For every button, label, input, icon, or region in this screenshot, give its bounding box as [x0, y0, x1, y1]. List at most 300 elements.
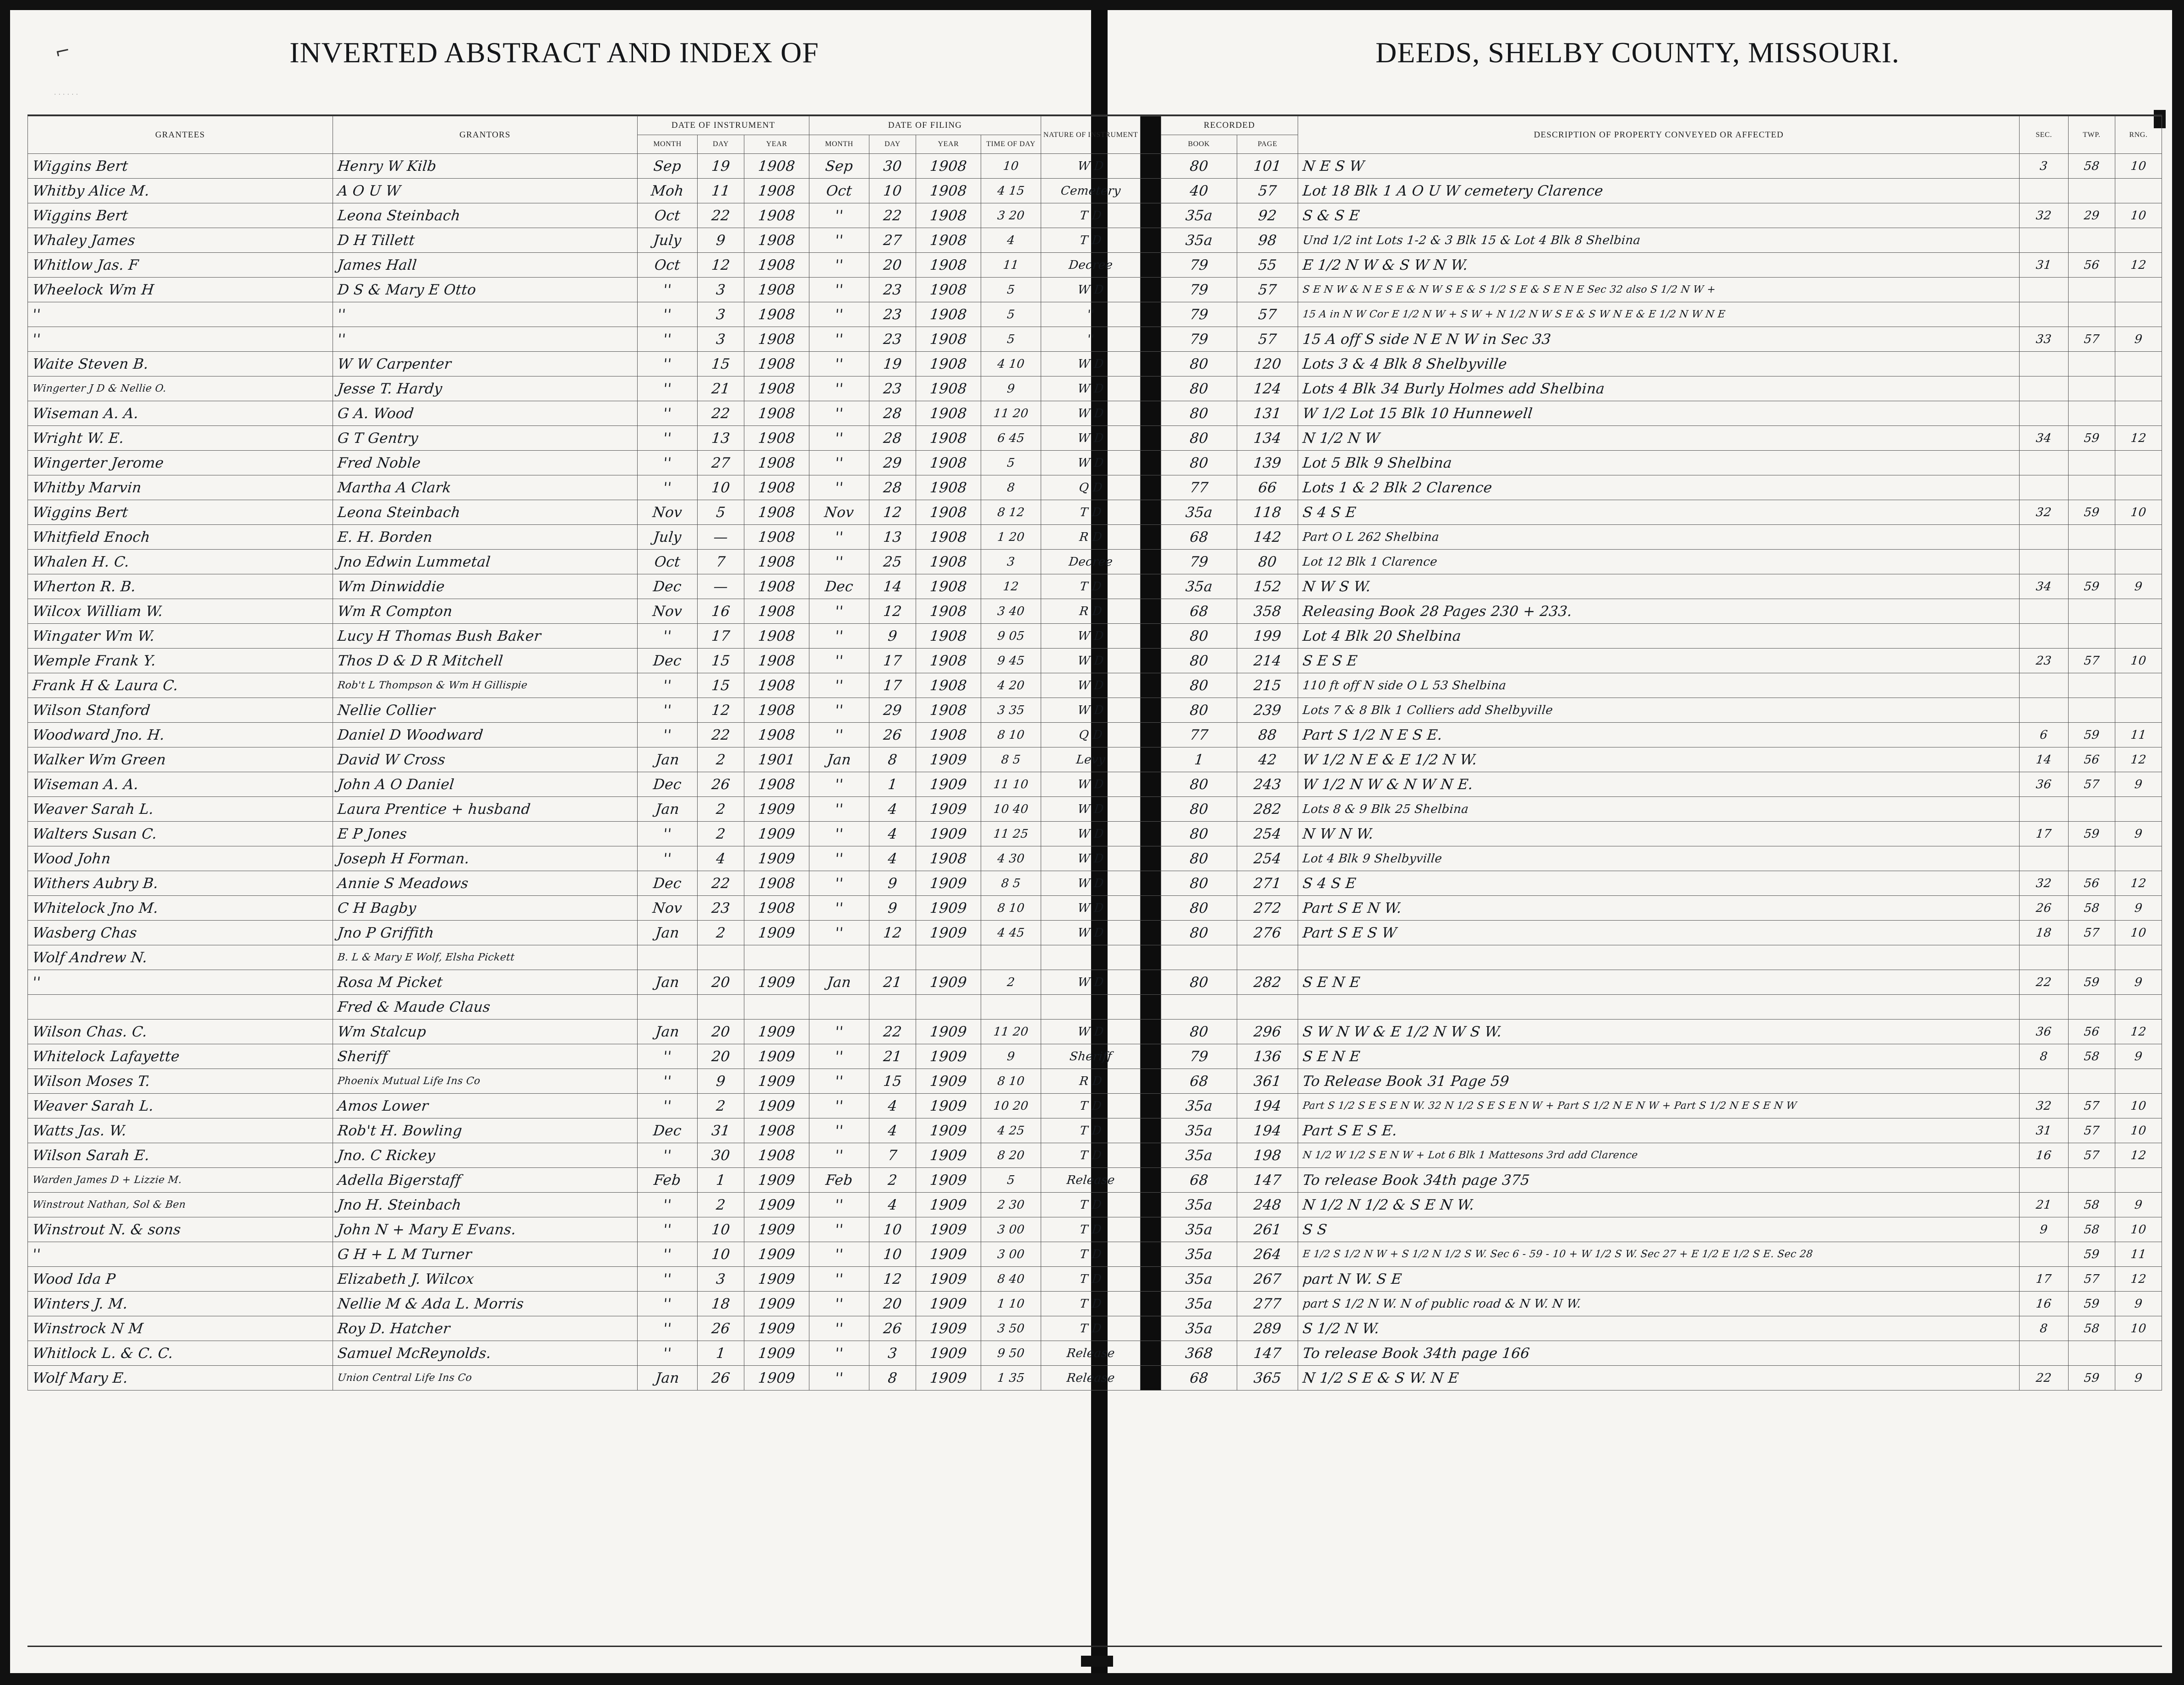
cell-time-of-day-text: 4 10: [996, 357, 1026, 371]
cell-book: [1161, 1217, 1237, 1242]
cell-twp: [2068, 1193, 2115, 1217]
cell-description-text: Part S 1/2 S E S E N W. 32 N 1/2 S E S E N W + Part S 1/2 N E N W + Part S 1/2 N E S E N W: [1302, 1100, 1797, 1112]
cell-time-of-day: [981, 500, 1041, 525]
cell-instrument-year-text: 1908: [757, 627, 796, 644]
cell-grantee: [28, 970, 333, 995]
cell-grantee-text: Wilson Chas. C.: [32, 1023, 148, 1040]
cell-filing-month: [809, 1316, 869, 1341]
cell-twp: [2068, 649, 2115, 673]
cell-filing-month-text: '': [834, 553, 844, 570]
cell-page-text: 277: [1253, 1295, 1283, 1312]
cell-filing-month: [809, 1168, 869, 1193]
cell-instrument-year: [744, 475, 809, 500]
table-row[interactable]: [28, 302, 2162, 327]
cell-gutter: [1141, 1242, 1161, 1267]
cell-filing-year: [916, 1316, 981, 1341]
cell-page: [1237, 327, 1298, 352]
cell-instrument-month: [638, 871, 698, 896]
cell-instrument-month-text: '': [662, 1271, 672, 1287]
cell-page-text: 194: [1253, 1097, 1283, 1114]
cell-book: [1161, 352, 1237, 376]
cell-description: [1298, 376, 2020, 401]
cell-filing-month-text: '': [834, 529, 844, 545]
cell-gutter: [1141, 673, 1161, 698]
cell-filing-day: [869, 426, 916, 451]
cell-description-text: To release Book 34th page 166: [1302, 1345, 1531, 1362]
cell-filing-month: [809, 822, 869, 846]
cell-instrument-year: [744, 451, 809, 475]
cell-page: [1237, 747, 1298, 772]
cell-instrument-year: [744, 896, 809, 921]
cell-filing-day-text: 2: [887, 1172, 898, 1189]
cell-twp: [2068, 376, 2115, 401]
cell-grantee-text: Wiseman A. A.: [32, 776, 140, 793]
table-row[interactable]: [28, 179, 2162, 203]
cell-description: [1298, 352, 2020, 376]
cell-instrument-month: [638, 599, 698, 624]
cell-book-text: 35a: [1185, 1097, 1213, 1114]
table-row[interactable]: [28, 1217, 2162, 1242]
cell-instrument-month-text: July: [652, 232, 682, 249]
cell-page: [1237, 1069, 1298, 1094]
cell-sec: [2020, 747, 2068, 772]
cell-gutter: [1141, 154, 1161, 179]
table-row[interactable]: [28, 1316, 2162, 1341]
cell-instrument-day: [698, 1094, 744, 1118]
cell-nature: [1041, 203, 1140, 228]
table-row[interactable]: [28, 376, 2162, 401]
cell-book: [1161, 1143, 1237, 1168]
cell-instrument-year-text: 1908: [757, 726, 796, 743]
page-title-left-text: INVERTED ABSTRACT AND INDEX OF: [289, 36, 819, 69]
cell-grantor: [333, 599, 638, 624]
cell-nature-text: '': [1087, 307, 1095, 322]
cell-filing-month: [809, 1044, 869, 1069]
cell-instrument-year-text: 1908: [757, 875, 796, 892]
table-row[interactable]: [28, 1267, 2162, 1292]
cell-grantor: [333, 1168, 638, 1193]
cell-gutter: [1141, 327, 1161, 352]
cell-sec: [2020, 253, 2068, 278]
cell-nature-text: W D: [1077, 851, 1105, 866]
cell-book: [1161, 970, 1237, 995]
cell-book: [1161, 599, 1237, 624]
cell-sec: [2020, 624, 2068, 649]
cell-book-text: 68: [1189, 1172, 1209, 1189]
cell-nature: [1041, 1292, 1140, 1316]
cell-sec-text: 17: [2035, 1272, 2053, 1286]
table-row[interactable]: [28, 154, 2162, 179]
table-row[interactable]: [28, 1366, 2162, 1391]
cell-grantee: [28, 327, 333, 352]
cell-page: [1237, 1267, 1298, 1292]
cell-book: [1161, 747, 1237, 772]
cell-filing-month-text: '': [834, 776, 844, 793]
table-row[interactable]: [28, 253, 2162, 278]
cell-instrument-day-text: 21: [710, 380, 731, 397]
cell-rng-text: 12: [2130, 753, 2147, 767]
cell-time-of-day-text: 11 20: [993, 1025, 1029, 1039]
table-row[interactable]: [28, 772, 2162, 797]
table-row[interactable]: [28, 846, 2162, 871]
cell-nature-text: T D: [1079, 1198, 1103, 1212]
cell-filing-year-text: 1908: [929, 652, 968, 669]
cell-filing-year: [916, 723, 981, 747]
cell-twp: [2068, 1217, 2115, 1242]
cell-filing-year-text: 1909: [929, 1073, 968, 1090]
table-row[interactable]: [28, 278, 2162, 302]
table-row[interactable]: [28, 1143, 2162, 1168]
cell-rng: [2115, 203, 2162, 228]
cell-twp: [2068, 1242, 2115, 1267]
table-row[interactable]: [28, 1020, 2162, 1044]
cell-grantor-text: Jno P Griffith: [336, 924, 435, 941]
cell-twp: [2068, 1118, 2115, 1143]
cell-filing-day-text: 15: [882, 1073, 903, 1090]
cell-grantor: [333, 203, 638, 228]
table-row[interactable]: [28, 203, 2162, 228]
cell-instrument-day-text: 15: [710, 355, 731, 372]
cell-filing-year-text: 1908: [929, 578, 968, 595]
cell-nature-text: T D: [1079, 1297, 1103, 1311]
cell-description: [1298, 550, 2020, 574]
cell-page: [1237, 698, 1298, 723]
cell-filing-year: [916, 1267, 981, 1292]
cell-instrument-day-text: 11: [710, 182, 731, 199]
cell-grantor: [333, 302, 638, 327]
cell-gutter: [1141, 376, 1161, 401]
cell-gutter: [1141, 426, 1161, 451]
cell-instrument-month: [638, 1193, 698, 1217]
cell-time-of-day: [981, 970, 1041, 995]
cell-instrument-year: [744, 426, 809, 451]
cell-book-text: 80: [1189, 875, 1209, 892]
table-row[interactable]: [28, 698, 2162, 723]
col-header-filing-year: YEAR: [916, 135, 981, 154]
cell-nature: [1041, 1069, 1140, 1094]
cell-grantee-text: Wingerter Jerome: [32, 454, 165, 471]
cell-filing-month: [809, 550, 869, 574]
cell-grantee: [28, 1316, 333, 1341]
cell-grantor: [333, 1193, 638, 1217]
table-row[interactable]: [28, 550, 2162, 574]
cell-sec: [2020, 1267, 2068, 1292]
table-row[interactable]: [28, 1341, 2162, 1366]
table-row[interactable]: [28, 1094, 2162, 1118]
cell-description-text: Lot 4 Blk 20 Shelbina: [1302, 627, 1462, 644]
cell-instrument-day: [698, 1292, 744, 1316]
cell-instrument-month: [638, 723, 698, 747]
cell-instrument-day: [698, 1044, 744, 1069]
cell-filing-month: [809, 1242, 869, 1267]
cell-filing-year-text: 1908: [929, 454, 968, 471]
cell-time-of-day-text: 1 20: [996, 530, 1026, 544]
cell-rng: [2115, 1044, 2162, 1069]
table-row[interactable]: [28, 995, 2162, 1020]
cell-sec-text: 18: [2035, 926, 2053, 940]
cell-gutter: [1141, 822, 1161, 846]
cell-book: [1161, 1118, 1237, 1143]
ledger-table-wrap: [27, 115, 2162, 1647]
cell-filing-month-text: '': [834, 1073, 844, 1090]
cell-grantor-text: Wm Stalcup: [336, 1023, 427, 1040]
cell-page: [1237, 574, 1298, 599]
table-row[interactable]: [28, 525, 2162, 550]
cell-filing-day: [869, 475, 916, 500]
cell-twp: [2068, 1069, 2115, 1094]
cell-nature-text: W D: [1077, 654, 1105, 668]
cell-filing-day-text: 8: [887, 751, 898, 768]
table-row[interactable]: [28, 599, 2162, 624]
cell-book-text: 80: [1189, 405, 1209, 422]
cell-grantor-text: D H Tillett: [336, 232, 416, 249]
cell-book: [1161, 451, 1237, 475]
cell-description: [1298, 1316, 2020, 1341]
cell-book-text: 80: [1189, 627, 1209, 644]
cell-twp-text: 59: [2083, 1371, 2100, 1385]
cell-instrument-month-text: Jan: [655, 974, 680, 991]
cell-grantee-text: Warden James D + Lizzie M.: [32, 1174, 183, 1186]
cell-instrument-month-text: Oct: [654, 553, 682, 570]
cell-page: [1237, 995, 1298, 1020]
cell-filing-year: [916, 1094, 981, 1118]
table-row[interactable]: [28, 574, 2162, 599]
cell-description: [1298, 797, 2020, 822]
cell-instrument-year-text: 1908: [757, 900, 796, 916]
cell-grantor-text: E P Jones: [336, 825, 408, 842]
cell-time-of-day-text: 9 05: [996, 629, 1026, 643]
cell-twp-text: 58: [2083, 1198, 2100, 1212]
cell-instrument-day: [698, 1168, 744, 1193]
cell-filing-month-text: '': [834, 627, 844, 644]
cell-rng-text: 12: [2130, 1148, 2147, 1162]
cell-time-of-day: [981, 896, 1041, 921]
cell-gutter: [1141, 945, 1161, 970]
cell-instrument-month-text: Dec: [652, 652, 682, 669]
cell-filing-month-text: '': [834, 454, 844, 471]
cell-instrument-month: [638, 846, 698, 871]
cell-filing-year-text: 1909: [929, 1345, 968, 1362]
cell-grantor: [333, 649, 638, 673]
cell-sec: [2020, 1292, 2068, 1316]
cell-instrument-day: [698, 822, 744, 846]
cell-rng: [2115, 1069, 2162, 1094]
table-row[interactable]: [28, 896, 2162, 921]
cell-sec-text: 16: [2035, 1297, 2053, 1311]
table-row[interactable]: [28, 475, 2162, 500]
cell-filing-year-text: 1909: [929, 1172, 968, 1189]
cell-instrument-year: [744, 822, 809, 846]
cell-filing-day-text: 4: [887, 850, 898, 867]
table-row[interactable]: [28, 352, 2162, 376]
cell-description-text: Part S E S W: [1302, 924, 1398, 941]
table-row[interactable]: [28, 723, 2162, 747]
table-row[interactable]: [28, 673, 2162, 698]
table-row[interactable]: [28, 822, 2162, 846]
cell-instrument-year: [744, 945, 809, 970]
cell-book-text: 80: [1189, 380, 1209, 397]
cell-twp-text: 58: [2083, 159, 2100, 173]
cell-twp: [2068, 352, 2115, 376]
cell-instrument-day-text: 10: [710, 1246, 731, 1263]
cell-instrument-month-text: '': [662, 677, 672, 694]
table-row[interactable]: [28, 649, 2162, 673]
cell-twp-text: 58: [2083, 1049, 2100, 1063]
page-title-left: [27, 27, 1081, 78]
table-row[interactable]: [28, 228, 2162, 253]
cell-instrument-day: [698, 1193, 744, 1217]
cell-filing-month: [809, 1341, 869, 1366]
cell-page: [1237, 1168, 1298, 1193]
table-row[interactable]: [28, 871, 2162, 896]
cell-filing-day: [869, 1217, 916, 1242]
cell-grantor-text: G H + L M Turner: [336, 1246, 473, 1263]
cell-filing-day: [869, 1316, 916, 1341]
cell-time-of-day-text: 11 25: [993, 827, 1029, 841]
cell-nature-text: Release: [1066, 1346, 1116, 1360]
cell-grantor-text: Leona Steinbach: [336, 504, 461, 521]
cell-rng-text: 11: [2130, 1247, 2147, 1261]
cell-grantor: [333, 1316, 638, 1341]
cell-grantor-text: Nellie Collier: [336, 702, 436, 719]
cell-instrument-day: [698, 228, 744, 253]
cell-time-of-day: [981, 475, 1041, 500]
cell-grantor: [333, 698, 638, 723]
table-row[interactable]: [28, 1044, 2162, 1069]
cell-twp-text: 58: [2083, 1222, 2100, 1237]
table-row[interactable]: [28, 1193, 2162, 1217]
table-row[interactable]: [28, 1292, 2162, 1316]
table-row[interactable]: [28, 624, 2162, 649]
cell-filing-month-text: '': [834, 207, 844, 224]
cell-twp: [2068, 1292, 2115, 1316]
cell-instrument-day-text: 22: [710, 405, 731, 422]
cell-sec: [2020, 921, 2068, 945]
cell-nature: [1041, 550, 1140, 574]
table-row[interactable]: [28, 1118, 2162, 1143]
cell-instrument-month-text: '': [662, 430, 672, 447]
cell-book: [1161, 1242, 1237, 1267]
deeds-index-table: [27, 116, 2162, 1391]
cell-book: [1161, 624, 1237, 649]
cell-instrument-month-text: '': [662, 1073, 672, 1090]
col-header-grantees: GRANTEES: [28, 116, 333, 154]
cell-instrument-day-text: 9: [715, 1073, 726, 1090]
cell-instrument-year-text: 1908: [757, 158, 796, 174]
cell-grantor-text: G T Gentry: [336, 430, 419, 447]
cell-grantor: [333, 1341, 638, 1366]
cell-grantor: [333, 822, 638, 846]
cell-twp: [2068, 1316, 2115, 1341]
cell-book: [1161, 822, 1237, 846]
cell-filing-day: [869, 278, 916, 302]
cell-filing-year-text: 1909: [929, 1048, 968, 1065]
cell-twp: [2068, 896, 2115, 921]
cell-grantor: [333, 896, 638, 921]
cell-filing-month: [809, 574, 869, 599]
cell-time-of-day: [981, 995, 1041, 1020]
cell-description-text: Lot 12 Blk 1 Clarence: [1302, 555, 1438, 569]
cell-time-of-day-text: 1 35: [996, 1371, 1026, 1385]
table-row[interactable]: [28, 1168, 2162, 1193]
cell-time-of-day: [981, 376, 1041, 401]
cell-instrument-day: [698, 203, 744, 228]
cell-nature: [1041, 1217, 1140, 1242]
table-row[interactable]: [28, 1242, 2162, 1267]
cell-rng: [2115, 1020, 2162, 1044]
table-row[interactable]: [28, 945, 2162, 970]
cell-instrument-year-text: 1908: [757, 306, 796, 323]
cell-gutter: [1141, 1168, 1161, 1193]
cell-grantor: [333, 673, 638, 698]
cell-filing-month-text: '': [834, 603, 844, 620]
cell-twp-text: 59: [2083, 579, 2100, 594]
table-row[interactable]: [28, 747, 2162, 772]
cell-instrument-day: [698, 278, 744, 302]
table-row[interactable]: [28, 426, 2162, 451]
cell-filing-day: [869, 1020, 916, 1044]
cell-time-of-day-text: 3 20: [996, 208, 1026, 223]
cell-grantee: [28, 1217, 333, 1242]
cell-filing-day: [869, 698, 916, 723]
cell-gutter: [1141, 1341, 1161, 1366]
cell-sec: [2020, 327, 2068, 352]
cell-grantee: [28, 772, 333, 797]
cell-sec: [2020, 1069, 2068, 1094]
cell-filing-month: [809, 228, 869, 253]
table-row[interactable]: [28, 797, 2162, 822]
cell-nature-text: W D: [1077, 876, 1105, 890]
cell-sec: [2020, 1143, 2068, 1168]
cell-instrument-month: [638, 550, 698, 574]
cell-page-text: 55: [1257, 256, 1278, 273]
cell-instrument-day-text: 22: [710, 207, 731, 224]
cell-nature: [1041, 179, 1140, 203]
cell-description: [1298, 451, 2020, 475]
cell-filing-year-text: 1908: [929, 479, 968, 496]
table-row[interactable]: [28, 401, 2162, 426]
cell-time-of-day-text: 5: [1006, 456, 1016, 470]
cell-filing-day-text: 20: [882, 1295, 903, 1312]
cell-grantor: [333, 1366, 638, 1391]
cell-book: [1161, 921, 1237, 945]
cell-filing-year-text: 1908: [929, 232, 968, 249]
cell-description-text: part N W. S E: [1302, 1271, 1403, 1287]
table-row[interactable]: [28, 921, 2162, 945]
cell-twp-text: 57: [2083, 1099, 2100, 1113]
table-row[interactable]: [28, 500, 2162, 525]
cell-grantee: [28, 1020, 333, 1044]
cell-time-of-day: [981, 822, 1041, 846]
cell-filing-year-text: 1909: [929, 801, 968, 818]
cell-book: [1161, 278, 1237, 302]
table-row[interactable]: [28, 970, 2162, 995]
table-row[interactable]: [28, 451, 2162, 475]
cell-grantor: [333, 278, 638, 302]
cell-instrument-day: [698, 673, 744, 698]
table-row[interactable]: [28, 1069, 2162, 1094]
cell-description-text: Lots 7 & 8 Blk 1 Colliers add Shelbyville: [1302, 703, 1554, 717]
cell-rng: [2115, 1366, 2162, 1391]
cell-gutter: [1141, 1316, 1161, 1341]
table-row[interactable]: [28, 327, 2162, 352]
cell-grantee-text: Wilson Stanford: [32, 702, 151, 719]
cell-time-of-day: [981, 1168, 1041, 1193]
cell-time-of-day: [981, 846, 1041, 871]
cell-grantor-text: B. L & Mary E Wolf, Elsha Pickett: [337, 952, 515, 963]
cell-instrument-month: [638, 154, 698, 179]
cell-instrument-day-text: —: [712, 529, 729, 545]
